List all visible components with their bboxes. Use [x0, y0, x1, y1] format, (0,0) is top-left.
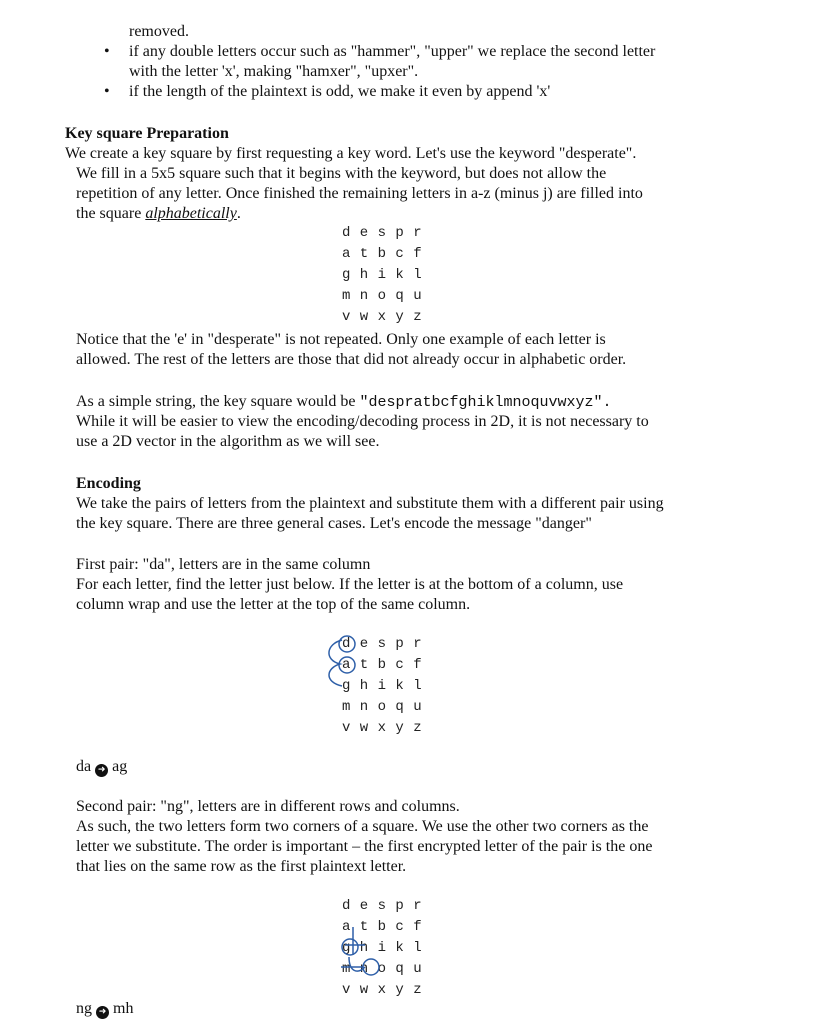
key-square-row: g h i k l — [342, 940, 423, 956]
first-pair-line1: First pair: "da", letters are in the same column — [76, 556, 371, 573]
key-square-row: a t b c f — [342, 919, 423, 935]
circle-n-annotation — [363, 959, 379, 975]
second-pair-line4: that lies on the same row as the first plaintext letter. — [76, 858, 407, 875]
string-line2: While it will be easier to view the encoding/decoding process in 2D, it is not necessary to — [76, 413, 649, 430]
key-square-row: v w x y z — [342, 982, 423, 998]
ks-line4-post: . — [236, 205, 241, 222]
ks-paragraph-line2: We fill in a 5x5 square such that it begins with the keyword, but does not allow the — [76, 165, 607, 182]
ks-paragraph-line3: repetition of any letter. Once finished the remaining letters in a-z (minus j) are filled into — [76, 185, 643, 202]
bullet-1: • — [104, 43, 110, 60]
encoding-line1: We take the pairs of letters from the plaintext and substitute them with a different pair using — [76, 495, 664, 512]
key-square-row: v w x y z — [342, 720, 423, 736]
key-square-row: d e s p r — [342, 898, 423, 914]
first-pair-line2: For each letter, find the letter just below. If the letter is at the bottom of a column, use — [76, 576, 624, 593]
notice-line1: Notice that the 'e' in "desperate" is not repeated. Only one example of each letter is — [76, 331, 606, 348]
alphabetically-link[interactable]: alphabetically — [145, 205, 237, 222]
result-2 — [76, 999, 133, 1019]
arrow-right-icon: ➜ — [96, 1006, 109, 1019]
bullet-1-line2: with the letter 'x', making "hamxer", "upxer". — [129, 63, 419, 80]
key-square-row: a t b c f — [342, 657, 423, 673]
circle-d-annotation — [339, 636, 355, 652]
corner-lines-annotation — [341, 927, 365, 971]
key-square-heading: Key square Preparation — [65, 125, 229, 142]
bullet-2: • — [104, 83, 110, 100]
key-square-row: v w x y z — [342, 309, 423, 325]
ks-paragraph-line1: We create a key square by first requesting a key word. Let's use the keyword "desperate". — [65, 145, 637, 162]
key-square-row: d e s p r — [342, 636, 423, 652]
string-line1 — [76, 392, 612, 413]
column-wrap-annotation — [320, 630, 380, 700]
bullet-2-line1: if the length of the plaintext is odd, we make it even by append 'x' — [129, 83, 551, 100]
key-square-row: a t b c f — [342, 246, 423, 262]
encoding-heading: Encoding — [76, 475, 141, 492]
circle-g-annotation — [342, 939, 358, 955]
result-1-input: da — [76, 758, 92, 775]
key-square-row: m n o q u — [342, 699, 423, 715]
bullet-1-line1: if any double letters occur such as "hammer", "upper" we replace the second letter — [129, 43, 656, 60]
result-2-output: mh — [113, 1000, 134, 1017]
key-square-row: m n o q u — [342, 961, 423, 977]
second-pair-line2: As such, the two letters form two corners of a square. We use the other two corners as the — [76, 818, 649, 835]
circle-a-annotation — [339, 657, 355, 673]
result-1 — [76, 757, 127, 777]
result-2-input: ng — [76, 1000, 92, 1017]
ks-line4-pre: the square — [76, 205, 146, 222]
key-square-grid-1 — [342, 223, 422, 328]
key-square-row: d e s p r — [342, 225, 423, 241]
encoding-line2: the key square. There are three general cases. Let's encode the message "danger" — [76, 515, 592, 532]
string-line3: use a 2D vector in the algorithm as we will see. — [76, 433, 380, 450]
second-pair-line1: Second pair: "ng", letters are in different rows and columns. — [76, 798, 460, 815]
arrow-right-icon: ➜ — [95, 764, 108, 777]
key-square-row: g h i k l — [342, 678, 423, 694]
first-pair-line3: column wrap and use the letter at the top of the same column. — [76, 596, 471, 613]
result-1-output: ag — [112, 758, 128, 775]
second-pair-line3: letter we substitute. The order is important – the first encrypted letter of the pair is the one — [76, 838, 653, 855]
intro-line-removed: removed. — [129, 23, 189, 40]
key-string-code: "despratbcfghiklmnoquvwxyz". — [359, 394, 612, 411]
notice-line2: allowed. The rest of the letters are those that did not already occur in alphabetic order. — [76, 351, 627, 368]
string-line1-pre: As a simple string, the key square would be — [76, 393, 360, 410]
key-square-row: g h i k l — [342, 267, 423, 283]
ks-paragraph-line4 — [76, 204, 241, 224]
key-square-row: m n o q u — [342, 288, 423, 304]
rectangle-rule-annotation — [335, 915, 395, 985]
